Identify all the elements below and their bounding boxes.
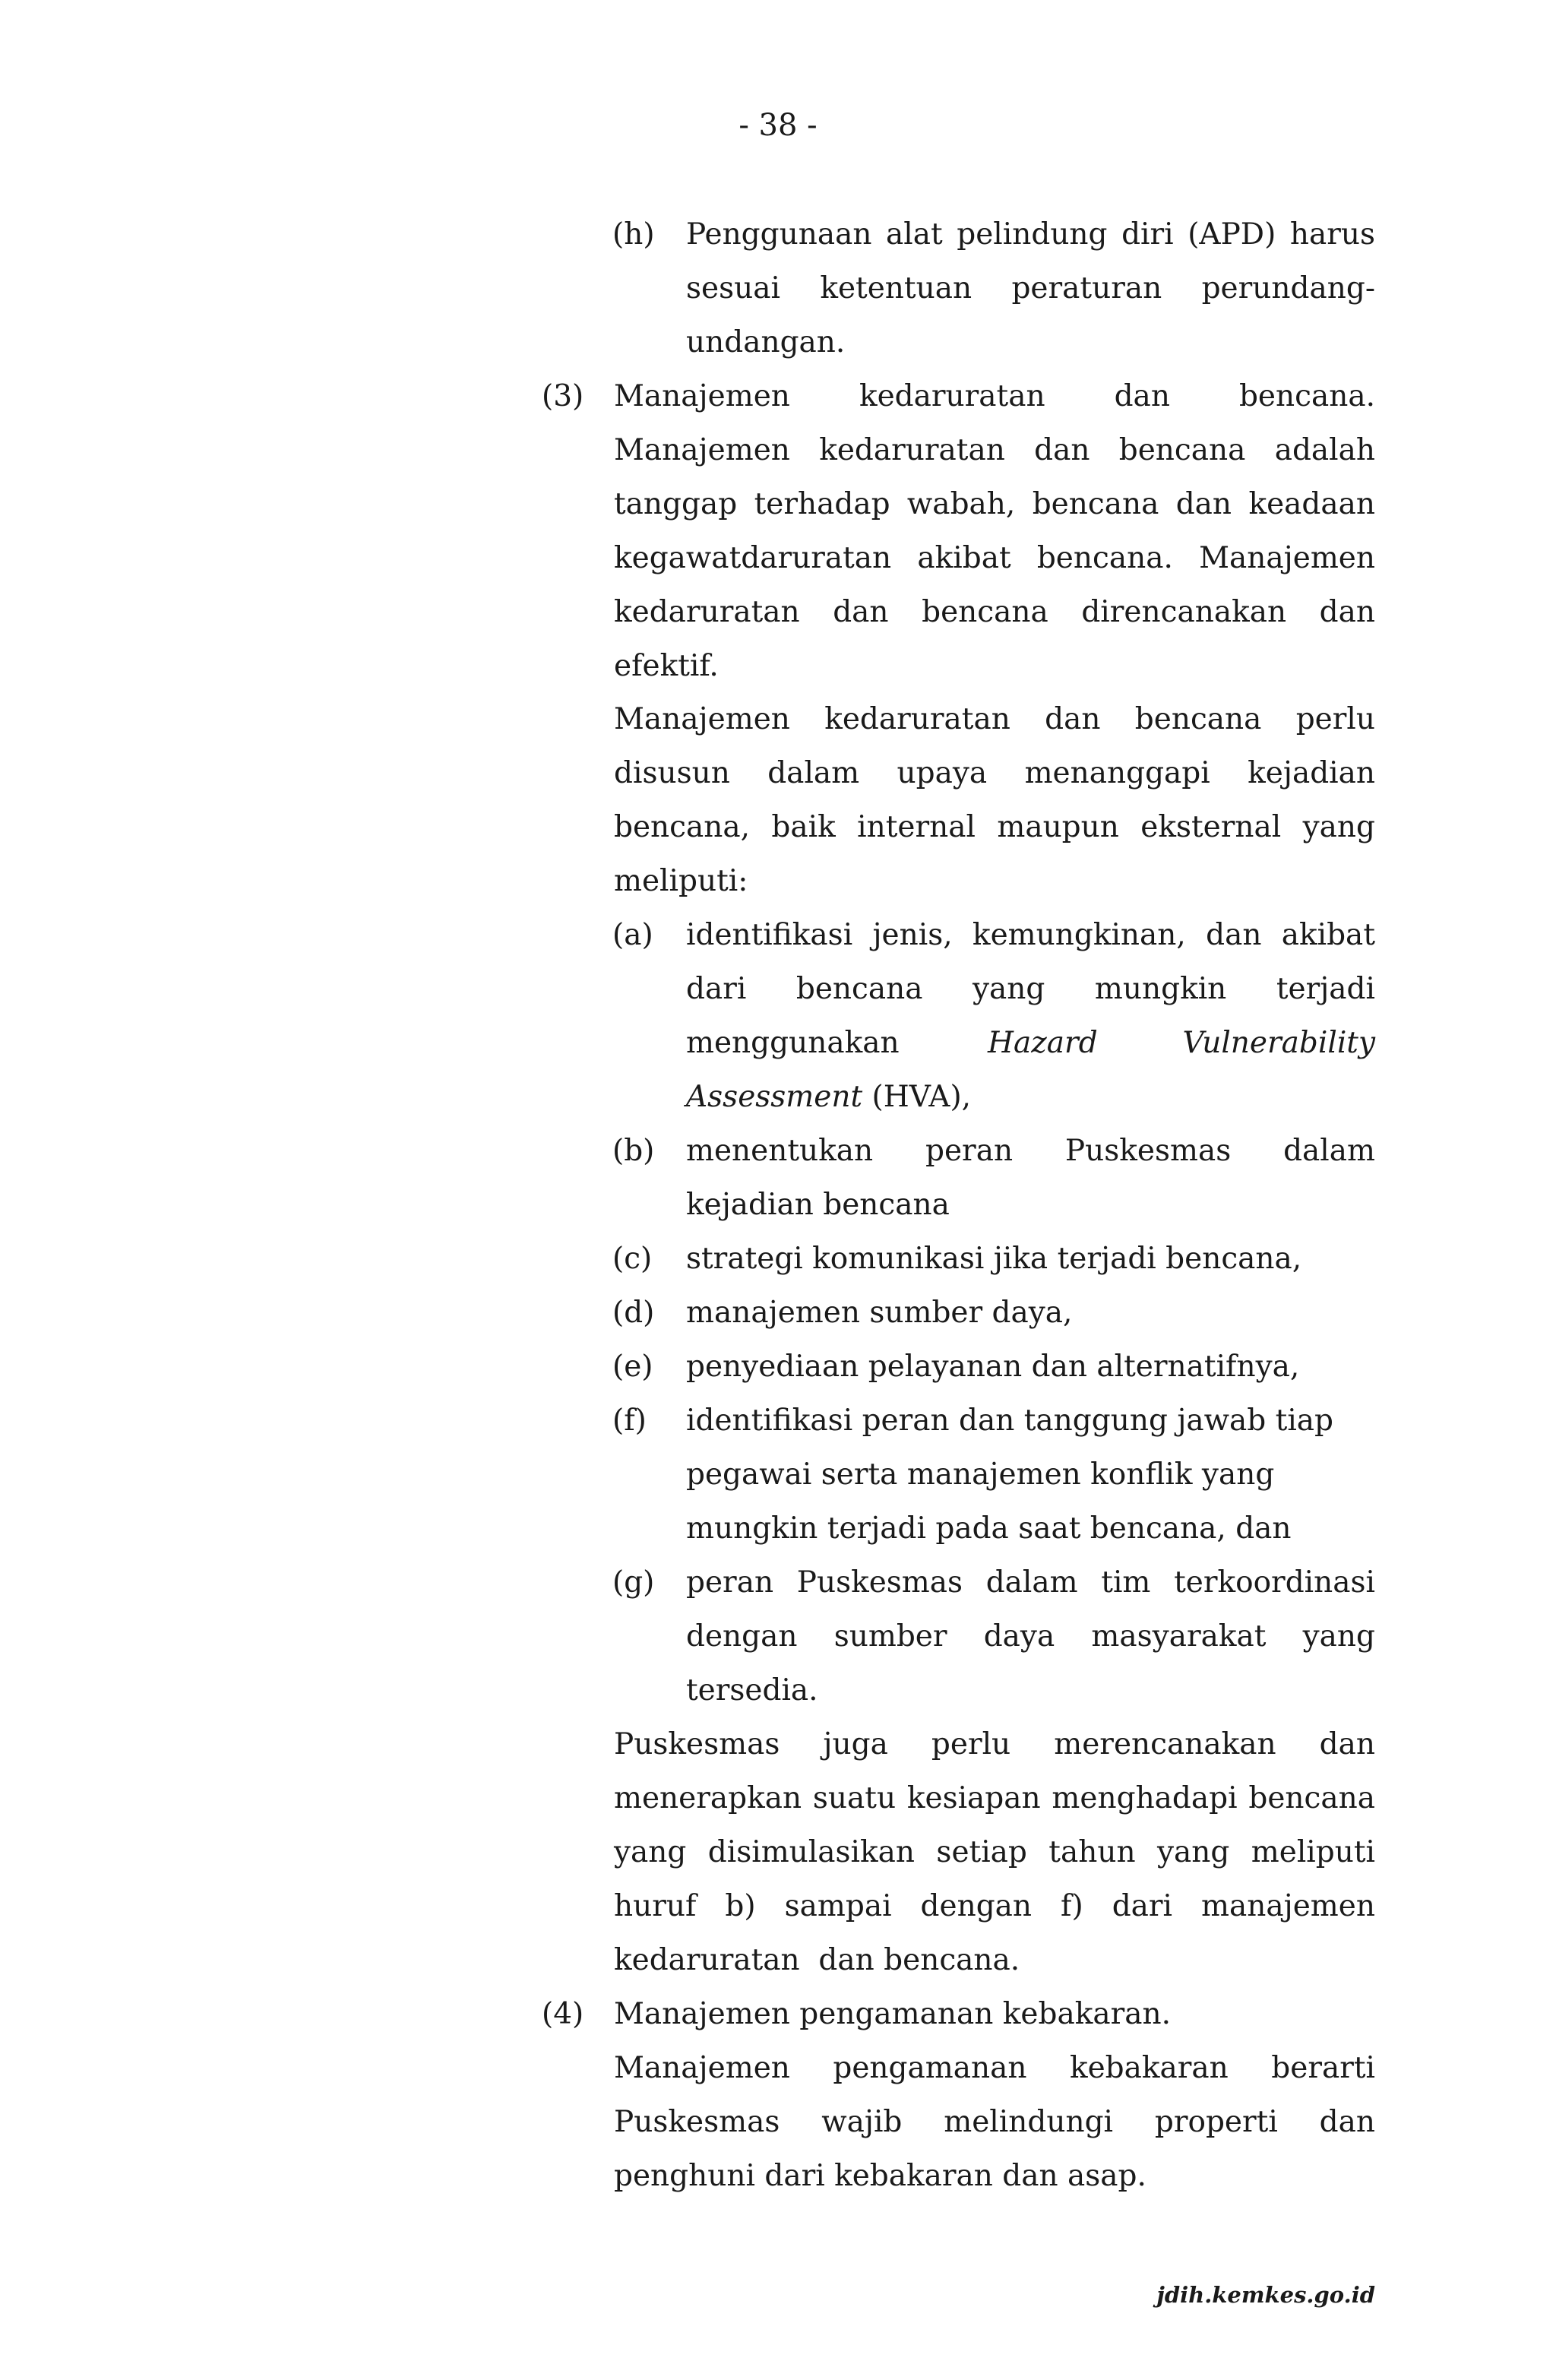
paragraph-line: Manajemen kedaruratan dan bencana perlu xyxy=(614,702,1375,736)
paragraph-line: Manajemen kedaruratan dan bencana adalah xyxy=(614,433,1375,467)
item-e-line: penyediaan pelayanan dan alternatifnya, xyxy=(686,1350,1300,1384)
paragraph-line: tanggap terhadap wabah, bencana dan keadaan xyxy=(614,487,1375,521)
paragraph-line: disusun dalam upaya menanggapi kejadian xyxy=(614,756,1375,790)
paragraph-line: kedaruratan dan bencana. xyxy=(614,1943,1020,1977)
italic-term-part: Assessment xyxy=(686,1080,863,1114)
paragraph-line: Manajemen pengamanan kebakaran berarti xyxy=(614,2051,1375,2085)
item-d-line: manajemen sumber daya, xyxy=(686,1296,1073,1330)
item-marker-a: (a) xyxy=(612,918,653,952)
section-3-heading: Manajemen kedaruratan dan bencana. xyxy=(614,379,1375,413)
paragraph-line: huruf b) sampai dengan f) dari manajemen xyxy=(614,1889,1375,1923)
item-a-line-pre: menggunakan xyxy=(686,1026,900,1060)
paragraph-line: efektif. xyxy=(614,649,719,683)
section-marker-4: (4) xyxy=(542,1997,584,2031)
item-marker-d: (d) xyxy=(612,1296,655,1330)
paragraph-line: Puskesmas wajib melindungi properti dan xyxy=(614,2105,1375,2139)
item-a-italic-term xyxy=(988,1024,1375,1062)
item-g-line: peran Puskesmas dalam tim terkoordinasi xyxy=(686,1565,1375,1600)
item-h-line: Penggunaan alat pelindung diri (APD) harus xyxy=(686,217,1375,252)
item-marker-h: (h) xyxy=(612,217,655,252)
item-f-line: mungkin terjadi pada saat bencana, dan xyxy=(686,1511,1292,1546)
section-marker-3: (3) xyxy=(542,379,584,413)
item-f-line: pegawai serta manajemen konflik yang xyxy=(686,1457,1275,1492)
item-a-line: identifikasi jenis, kemungkinan, dan akibat xyxy=(686,918,1375,952)
item-h-line: undangan. xyxy=(686,325,846,359)
item-a-tail: (HVA), xyxy=(862,1080,972,1114)
section-4-heading: Manajemen pengamanan kebakaran. xyxy=(614,1997,1172,2031)
item-a-line xyxy=(686,1078,971,1116)
footer-source: jdih.kemkes.go.id xyxy=(1156,2282,1375,2308)
item-marker-b: (b) xyxy=(612,1134,655,1168)
item-g-line: tersedia. xyxy=(686,1673,818,1707)
item-b-line: menentukan peran Puskesmas dalam xyxy=(686,1134,1375,1168)
item-f-line: identifikasi peran dan tanggung jawab tiap xyxy=(686,1404,1334,1438)
item-marker-f: (f) xyxy=(612,1404,647,1438)
paragraph-line: Puskesmas juga perlu merencanakan dan xyxy=(614,1727,1375,1761)
item-marker-e: (e) xyxy=(612,1350,653,1384)
item-c-line: strategi komunikasi jika terjadi bencana, xyxy=(686,1242,1302,1276)
paragraph-line: kedaruratan dan bencana direncanakan dan xyxy=(614,595,1375,629)
item-b-line: kejadian bencana xyxy=(686,1188,950,1222)
item-h-line: sesuai ketentuan peraturan perundang- xyxy=(686,271,1375,305)
paragraph-line: kegawatdaruratan akibat bencana. Manajemen xyxy=(614,541,1375,575)
item-marker-g: (g) xyxy=(612,1565,655,1600)
paragraph-line: penghuni dari kebakaran dan asap. xyxy=(614,2159,1146,2193)
paragraph-line: bencana, baik internal maupun eksternal yang xyxy=(614,810,1375,844)
item-a-line: dari bencana yang mungkin terjadi xyxy=(686,972,1375,1006)
italic-term-part: Hazard Vulnerability xyxy=(988,1026,1375,1060)
paragraph-line: meliputi: xyxy=(614,864,748,898)
paragraph-line: yang disimulasikan setiap tahun yang meliputi xyxy=(614,1835,1375,1869)
item-marker-c: (c) xyxy=(612,1242,653,1276)
paragraph-line: menerapkan suatu kesiapan menghadapi bencana xyxy=(614,1781,1375,1815)
page-number: - 38 - xyxy=(738,108,818,143)
item-g-line: dengan sumber daya masyarakat yang xyxy=(686,1619,1375,1654)
